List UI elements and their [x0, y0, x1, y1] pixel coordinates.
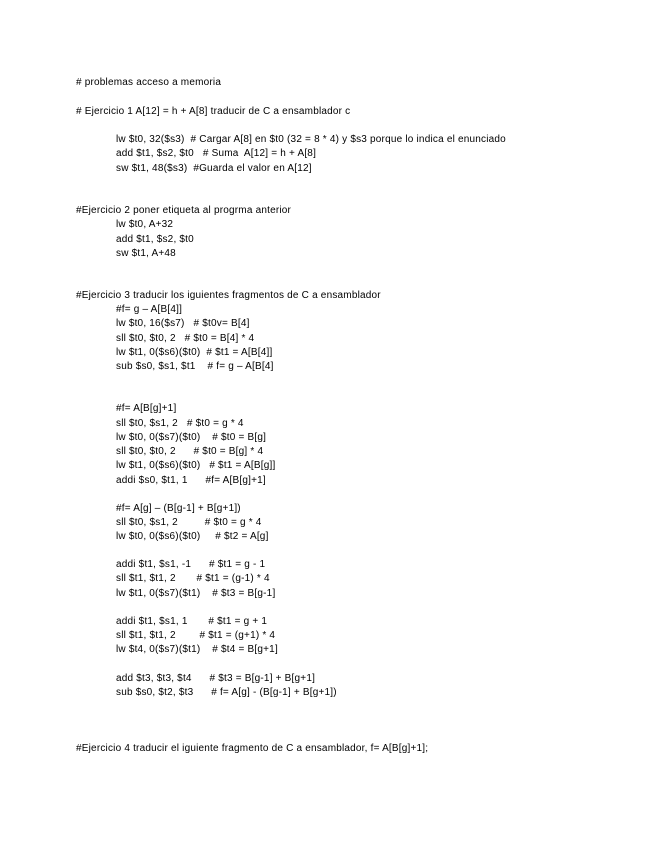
code-line: lw $t0, 16($s7) # $t0v= B[4]	[116, 318, 250, 329]
heading-ejercicio-3: #Ejercicio 3 traducir los iguientes fragmentos de C a ensamblador	[76, 290, 381, 301]
code-line: lw $t0, 0($s6)($t0) # $t2 = A[g]	[116, 531, 269, 542]
code-line: add $t1, $s2, $t0	[116, 234, 194, 245]
code-line: sll $t1, $t1, 2 # $t1 = (g-1) * 4	[116, 573, 270, 584]
code-line: add $t3, $t3, $t4 # $t3 = B[g-1] + B[g+1]	[116, 673, 316, 684]
code-comment: #f= A[g] – (B[g-1] + B[g+1])	[116, 503, 241, 514]
code-line: sub $s0, $t2, $t3 # f= A[g] - (B[g-1] + B[g+1])	[116, 687, 337, 698]
heading-ejercicio-4: #Ejercicio 4 traducir el iguiente fragmento de C a ensamblador, f= A[B[g]+1];	[76, 743, 429, 754]
code-comment: #f= A[B[g]+1]	[116, 403, 177, 414]
code-line: lw $t1, 0($s7)($t1) # $t3 = B[g-1]	[116, 588, 276, 599]
code-line: addi $s0, $t1, 1 #f= A[B[g]+1]	[116, 475, 266, 486]
code-line: add $t1, $s2, $t0 # Suma A[12] = h + A[8]	[116, 148, 317, 159]
code-line: lw $t4, 0($s7)($t1) # $t4 = B[g+1]	[116, 644, 278, 655]
code-line: sw $t1, A+48	[116, 248, 176, 259]
heading-problemas: # problemas acceso a memoria	[76, 77, 222, 88]
code-line: sll $t0, $s1, 2 # $t0 = g * 4	[116, 517, 262, 528]
heading-ejercicio-2: #Ejercicio 2 poner etiqueta al progrma anterior	[76, 205, 292, 216]
code-line: lw $t0, 32($s3) # Cargar A[8] en $t0 (32 = 8 * 4) y $s3 porque lo indica el enunciado	[116, 134, 506, 145]
code-line: lw $t1, 0($s6)($t0) # $t1 = A[B[g]]	[116, 460, 276, 471]
heading-ejercicio-1: # Ejercicio 1 A[12] = h + A[8] traducir de C a ensamblador c	[76, 106, 351, 117]
code-comment: #f= g – A[B[4]]	[116, 304, 183, 315]
code-line: sub $s0, $s1, $t1 # f= g – A[B[4]	[116, 361, 274, 372]
code-line: lw $t0, A+32	[116, 219, 174, 230]
code-line: sll $t1, $t1, 2 # $t1 = (g+1) * 4	[116, 630, 276, 641]
code-line: lw $t0, 0($s7)($t0) # $t0 = B[g]	[116, 432, 267, 443]
code-line: sll $t0, $s1, 2 # $t0 = g * 4	[116, 418, 244, 429]
code-line: addi $t1, $s1, -1 # $t1 = g - 1	[116, 559, 266, 570]
code-line: sll $t0, $t0, 2 # $t0 = B[4] * 4	[116, 333, 255, 344]
code-line: lw $t1, 0($s6)($t0) # $t1 = A[B[4]]	[116, 347, 273, 358]
code-line: sw $t1, 48($s3) #Guarda el valor en A[12]	[116, 163, 312, 174]
code-line: sll $t0, $t0, 2 # $t0 = B[g] * 4	[116, 446, 264, 457]
code-line: addi $t1, $s1, 1 # $t1 = g + 1	[116, 616, 268, 627]
